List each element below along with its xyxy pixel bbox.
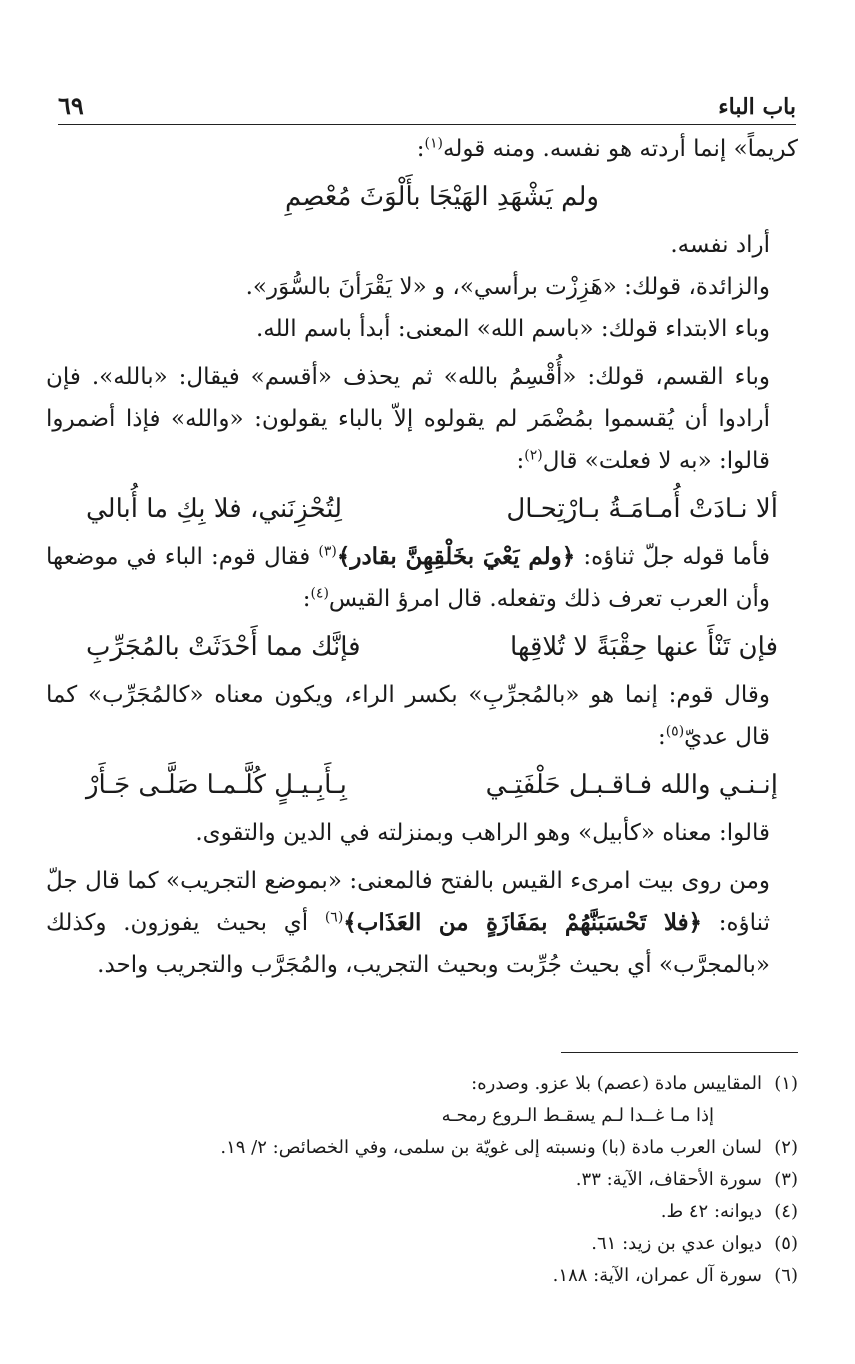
footnote-ref-4: (٤): [310, 585, 329, 602]
footnote-1-verse: إذا مـا غــدا لـم يسقـط الـروع رمحـه: [441, 1105, 714, 1126]
footnote-6: (٦) سورة آل عمران، الآية: ١٨٨.: [552, 1265, 798, 1286]
paragraph-3: والزائدة، قولك: «هَزِزْت برأسي»، و «لا يَقْرَأنَ بالسُّوَر».: [245, 274, 770, 300]
verse-3: [46, 624, 798, 670]
paragraph-8: قالوا: معناه «كأبيل» وهو الراهب وبمنزلته في الدين والتقوى.: [195, 820, 770, 846]
verse-3-first-hemistich: فإن تَنْأَ عنها حِقْبَةً لا تُلاقِها: [510, 632, 778, 662]
verse-1-hemistich: ولم يَشْهَدِ الهَيْجَا بأَلْوَثَ مُعْصِمِ: [285, 182, 599, 212]
paragraph-2: أراد نفسه.: [670, 232, 770, 258]
footnote-ref-2: (٢): [524, 447, 543, 464]
main-text: [46, 128, 798, 986]
footnote-ref-1: (١): [424, 135, 444, 152]
footnote-5: (٥) ديوان عدي بن زيد: ٦١.: [591, 1233, 798, 1254]
footnote-4: (٤) ديوانه: ٤٢ ط.: [660, 1201, 798, 1222]
quran-quote-1: ﴿ولم يَعْيَ بخَلْقِهِنَّ بقادر﴾: [336, 543, 576, 570]
footnote-ref-5: (٥): [665, 723, 685, 740]
footnote-2: (٢) لسان العرب مادة (با) ونسبته إلى غويّة بن سلمى، وفي الخصائص: ٢/ ١٩.: [220, 1137, 798, 1158]
paragraph-9: ومن روى بيت امرىء القيس بالفتح فالمعنى: «بموضع التجريب» كما قال جلّ ثناؤه: ﴿فلا تَحْسَبَنَّهُمْ بمَفَازَةٍ من العَذَاب﴾$^{(٦)}$ أي بحيث يفوزون. وكذلك «بالمجرَّب» أي بحيث جُرِّبت وبحيث التجريب، والمُجَرَّب والتجريب واحد.: [46, 868, 771, 978]
page-header: [58, 86, 796, 125]
paragraph-1: كريماً» إنما أردته هو نفسه. ومنه قوله$^{(١)}$:: [416, 135, 798, 162]
footnote-1: (١) المقاييس مادة (عصم) بلا عزو. وصدره:: [471, 1073, 798, 1094]
footnote-divider: [561, 1052, 798, 1053]
quran-quote-2: ﴿فلا تَحْسَبَنَّهُمْ بمَفَازَةٍ من العَذَاب﴾: [343, 909, 703, 936]
verse-3-second-hemistich: فإنَّك مما أَحْدَثَتْ بالمُجَرِّبِ: [86, 632, 361, 662]
footnote-ref-3: (٣): [318, 543, 337, 560]
chapter-title: باب الباء: [718, 94, 796, 120]
footnote-3: (٣) سورة الأحقاف، الآية: ٣٣.: [575, 1169, 798, 1190]
verse-2: [46, 486, 798, 532]
verse-1: [46, 174, 798, 220]
footnotes: [58, 1068, 798, 1292]
verse-4-second-hemistich: بِـأَبِـيـلٍ كُلَّـمـا صَلَّـى جَـأَرْ: [86, 770, 347, 800]
page-number: ٦٩: [58, 91, 84, 120]
verse-4-first-hemistich: إنـنـي والله فـاقـبـل حَلْفَتِـي: [485, 770, 778, 800]
paragraph-7: وقال قوم: إنما هو «بالمُجرِّبِ» بكسر الراء، ويكون معناه «كالمُجَرِّب» كما قال عديّ$^{(٥)}$:: [46, 682, 770, 750]
footnote-ref-6: (٦): [324, 909, 344, 926]
verse-4: [46, 762, 798, 808]
verse-2-second-hemistich: لِتُحْزِنَني، فلا بِكِ ما أُبالي: [86, 494, 343, 524]
paragraph-6: فأما قوله جلّ ثناؤه: ﴿ولم يَعْيَ بخَلْقِهِنَّ بقادر﴾$^{(٣)}$ فقال قوم: الباء في موضعها وأن العرب تعرف ذلك وتفعله. قال امرؤ القيس$^{(٤)}$:: [46, 543, 771, 612]
paragraph-5: وباء القسم، قولك: «أُقْسِمُ بالله» ثم يحذف «أقسم» فيقال: «بالله». فإن أرادوا أن يُقسموا بمُضْمَر لم يقولوه إلاّ بالباء يقولون: «والله» فإذا أضمروا قالوا: «به لا فعلت» قال$^{(٢)}$:: [46, 364, 770, 474]
paragraph-4: وباء الابتداء قولك: «باسم الله» المعنى: أبدأ باسم الله.: [256, 316, 770, 342]
verse-2-first-hemistich: ألا نـادَتْ أُمـامَـةُ بـارْتِحـال: [506, 494, 778, 524]
